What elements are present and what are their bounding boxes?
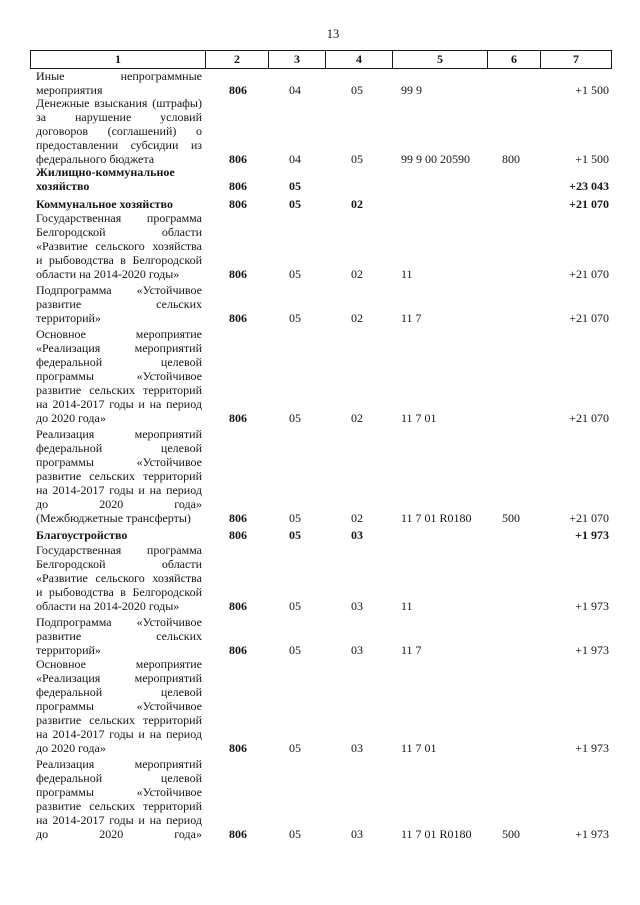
row-label-line: до 2020 года» [36,411,106,425]
row-label-line: Иные непрограммные [36,69,202,83]
row-label [36,96,202,166]
cell-subsection: 02 [351,511,363,525]
cell-amount: +1 500 [575,83,609,97]
cell-amount: +1 973 [575,599,609,613]
cell-amount: +21 070 [569,311,609,325]
cell-admin-code: 806 [229,643,247,657]
cell-target-article: 11 [401,599,413,613]
table-row [0,657,640,755]
row-label-line: хозяйство [36,179,90,193]
header-cell-3: 3 [268,51,325,68]
cell-subsection: 03 [351,643,363,657]
row-label-line: развитие сельских [36,629,202,643]
cell-expense-type: 500 [502,511,520,525]
cell-amount: +1 973 [575,827,609,841]
row-label [36,757,202,841]
cell-subsection: 03 [351,528,363,542]
row-label-line: Подпрограмма «Устойчивое [36,283,202,297]
cell-amount: +1 500 [575,152,609,166]
cell-section: 05 [289,197,301,211]
section-row [0,197,640,211]
header-cell-4: 4 [325,51,392,68]
cell-admin-code: 806 [229,599,247,613]
row-label-line: до 2020 года» [36,827,202,841]
row-label-line: до 2020 года» [36,741,106,755]
row-label-line: территорий» [36,311,101,325]
table-row [0,211,640,281]
row-label-line: «Реализация мероприятий [36,341,202,355]
row-label [36,543,202,613]
row-label [36,657,202,755]
row-label-line: на 2014-2017 годы и на период [36,813,202,827]
cell-admin-code: 806 [229,311,247,325]
cell-admin-code: 806 [229,411,247,425]
row-label-line: на 2014-2017 годы и на период [36,727,202,741]
row-label-line: Жилищно-коммунальное [36,165,175,179]
row-label-line: развитие сельских территорий [36,799,202,813]
row-label-line: до 2020 года» [36,497,202,511]
cell-subsection: 05 [351,83,363,97]
row-label-line: предоставлении субсидии из [36,138,202,152]
row-label-line: Денежные взыскания (штрафы) [36,96,202,110]
cell-admin-code: 806 [229,827,247,841]
row-label [36,427,202,525]
row-label-line: развитие сельских территорий [36,383,202,397]
row-label-line: Государственная программа [36,543,202,557]
section-row [0,165,640,193]
cell-admin-code: 806 [229,179,247,193]
cell-admin-code: 806 [229,197,247,211]
cell-amount: +1 973 [575,528,609,542]
row-label-line: области на 2014-2020 годы» [36,599,180,613]
cell-subsection: 03 [351,599,363,613]
cell-section: 05 [289,179,301,193]
cell-section: 05 [289,599,301,613]
cell-target-article: 99 9 00 20590 [401,152,470,166]
row-label [36,211,202,281]
cell-subsection: 05 [351,152,363,166]
row-label-line: программы «Устойчивое [36,785,202,799]
table-row [0,757,640,841]
header-cell-1: 1 [115,52,121,66]
page-number: 13 [326,27,340,41]
row-label [36,283,202,325]
cell-target-article: 11 7 [401,311,422,325]
row-label-line: Государственная программа [36,211,202,225]
row-label-line: программы «Устойчивое [36,455,202,469]
cell-target-article: 11 7 01 R0180 [401,511,472,525]
table-row [0,615,640,657]
cell-admin-code: 806 [229,528,247,542]
cell-admin-code: 806 [229,83,247,97]
cell-amount: +1 973 [575,741,609,755]
row-label-line: федеральной целевой [36,685,202,699]
row-label [36,528,202,542]
cell-target-article: 11 7 [401,643,422,657]
cell-subsection: 02 [351,197,363,211]
cell-subsection: 02 [351,411,363,425]
row-label-line: Коммунальное хозяйство [36,197,173,211]
cell-expense-type: 500 [502,827,520,841]
cell-amount: +21 070 [569,197,609,211]
row-label-line: мероприятия [36,83,103,97]
cell-amount: +21 070 [569,411,609,425]
header-cell-2: 2 [205,51,268,68]
row-label-line: федерального бюджета [36,152,155,166]
cell-target-article: 11 [401,267,413,281]
row-label-line: на 2014-2017 годы и на период [36,397,202,411]
row-label-line: федеральной целевой [36,771,202,785]
cell-amount: +23 043 [569,179,609,193]
row-label-line: и рыбоводства в Белгородской [36,253,202,267]
cell-section: 05 [289,267,301,281]
header-cell-5: 5 [392,51,487,68]
row-label-line: за нарушение условий [36,110,202,124]
cell-admin-code: 806 [229,511,247,525]
cell-target-article: 11 7 01 R0180 [401,827,472,841]
row-label-line: Реализация мероприятий [36,757,202,771]
cell-subsection: 03 [351,827,363,841]
row-label-line: на 2014-2017 годы и на период [36,483,202,497]
cell-section: 05 [289,311,301,325]
row-label-line: (Межбюджетные трансферты) [36,511,191,525]
row-label-line: «Реализация мероприятий [36,671,202,685]
cell-amount: +21 070 [569,267,609,281]
table-row [0,427,640,525]
cell-section: 05 [289,528,301,542]
table-row [0,327,640,425]
cell-target-article: 11 7 01 [401,411,437,425]
cell-subsection: 02 [351,267,363,281]
row-label-line: Благоустройство [36,528,128,542]
cell-subsection: 02 [351,311,363,325]
row-label-line: Основное мероприятие [36,327,202,341]
row-label-line: программы «Устойчивое [36,369,202,383]
row-label-line: федеральной целевой [36,441,202,455]
row-label-line: Реализация мероприятий [36,427,202,441]
row-label-line: Подпрограмма «Устойчивое [36,615,202,629]
cell-admin-code: 806 [229,267,247,281]
row-label-line: территорий» [36,643,101,657]
table-row [0,69,640,97]
row-label-line: и рыбоводства в Белгородской [36,585,202,599]
cell-amount: +21 070 [569,511,609,525]
table-row [0,96,640,166]
cell-amount: +1 973 [575,643,609,657]
cell-section: 05 [289,511,301,525]
cell-target-article: 11 7 01 [401,741,437,755]
cell-section: 05 [289,741,301,755]
row-label-line: области на 2014-2020 годы» [36,267,180,281]
row-label [36,615,202,657]
row-label-line: развитие сельских территорий [36,469,202,483]
row-label-line: Основное мероприятие [36,657,202,671]
section-row [0,528,640,542]
cell-section: 04 [289,83,301,97]
row-label-line: договоров (соглашений) о [36,124,202,138]
row-label-line: федеральной целевой [36,355,202,369]
table-row [0,283,640,325]
row-label [36,165,202,193]
row-label [36,197,202,211]
row-label-line: «Развитие сельского хозяйства [36,571,202,585]
table-row [0,543,640,613]
cell-section: 05 [289,411,301,425]
cell-section: 05 [289,643,301,657]
header-cell-7: 7 [540,51,611,68]
row-label-line: Белгородской области [36,225,202,239]
row-label [36,69,202,97]
cell-admin-code: 806 [229,152,247,166]
cell-subsection: 03 [351,741,363,755]
row-label-line: «Развитие сельского хозяйства [36,239,202,253]
cell-admin-code: 806 [229,741,247,755]
cell-section: 05 [289,827,301,841]
row-label-line: развитие сельских территорий [36,713,202,727]
cell-section: 04 [289,152,301,166]
header-cell-6: 6 [487,51,540,68]
row-label-line: программы «Устойчивое [36,699,202,713]
row-label [36,327,202,425]
row-label-line: развитие сельских [36,297,202,311]
cell-target-article: 99 9 [401,83,422,97]
cell-expense-type: 800 [502,152,520,166]
row-label-line: Белгородской области [36,557,202,571]
